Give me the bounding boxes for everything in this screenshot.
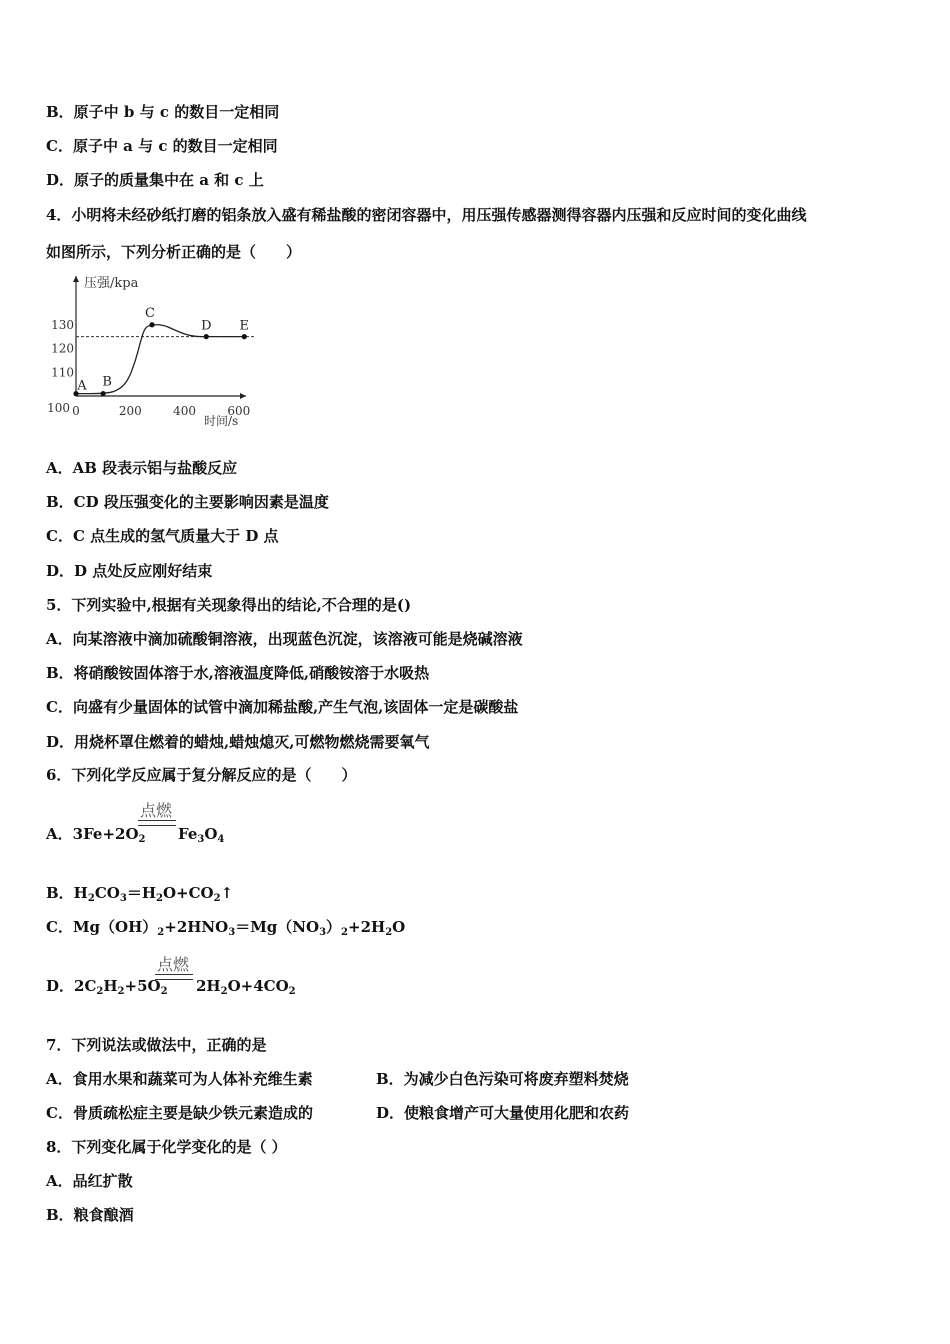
y-tick-130: 130 bbox=[51, 317, 74, 332]
q8-option-a: A．品红扩散 bbox=[46, 1172, 133, 1190]
q6-option-c: C．$Mg(OH)_2+2HNO_3=Mg(NO_3)_2+2H_2O$ bbox=[46, 918, 406, 938]
y-axis-arrow bbox=[73, 276, 79, 282]
q6-option-b: B．$H_2CO_3=H_2O+CO_2↑$ bbox=[46, 884, 234, 904]
point-label-D: D bbox=[201, 318, 212, 334]
q6-stem: 6．下列化学反应属于复分解反应的是（ ） bbox=[46, 766, 357, 784]
q6-option-d-products: $2H_2O+4CO_2$ bbox=[196, 977, 296, 997]
q7-option-a: A．食用水果和蔬菜可为人体补充维生素 bbox=[46, 1070, 313, 1088]
point-label-C: C bbox=[145, 305, 155, 321]
pressure-time-chart bbox=[46, 268, 256, 433]
x-tick-600: 600 bbox=[227, 404, 251, 418]
q8-option-b: B．粮食酿酒 bbox=[46, 1206, 134, 1224]
y-axis-label: 压强/kpa bbox=[84, 276, 139, 291]
q3-option-d: D．原子的质量集中在 a 和 c 上 bbox=[46, 171, 264, 189]
point-E bbox=[242, 334, 247, 339]
y-tick-100: 100 bbox=[47, 401, 70, 415]
q4-option-c: C．C 点生成的氢气质量大于 D 点 bbox=[46, 527, 279, 545]
q3-option-c: C．原子中 a 与 c 的数目一定相同 bbox=[46, 137, 278, 155]
q6-option-a-reactants: A．$3Fe+2O_2$ bbox=[46, 825, 146, 845]
y-tick-120: 120 bbox=[51, 341, 74, 356]
point-B bbox=[101, 391, 106, 396]
q6-option-d-reactants: D．$2C_2H_2+5O_2$ bbox=[46, 977, 168, 997]
x-axis-arrow bbox=[240, 393, 246, 399]
q6-option-d-condition: 点燃 bbox=[155, 952, 195, 986]
y-tick-110: 110 bbox=[51, 365, 74, 380]
point-label-A: A bbox=[77, 378, 87, 394]
q4-stem-line2: 如图所示，下列分析正确的是（ ） bbox=[46, 243, 302, 261]
q4-option-a: A．AB 段表示铝与盐酸反应 bbox=[46, 459, 238, 477]
q4-option-d: D．D 点处反应刚好结束 bbox=[46, 562, 213, 580]
q5-option-d: D．用烧杯罩住燃着的蜡烛,蜡烛熄灭,可燃物燃烧需要氧气 bbox=[46, 733, 430, 751]
x-tick-200: 200 bbox=[118, 404, 142, 418]
q7-option-d: D．使粮食增产可大量使用化肥和农药 bbox=[376, 1104, 630, 1122]
q5-stem: 5．下列实验中,根据有关现象得出的结论,不合理的是() bbox=[46, 596, 412, 614]
q6-option-a-condition: 点燃 bbox=[138, 798, 178, 832]
q5-option-c: C．向盛有少量固体的试管中滴加稀盐酸,产生气泡,该固体一定是碳酸盐 bbox=[46, 698, 519, 716]
q7-option-b: B．为减少白色污染可将废弃塑料焚烧 bbox=[376, 1070, 629, 1088]
point-D bbox=[204, 334, 209, 339]
point-label-B: B bbox=[102, 374, 112, 390]
q8-stem: 8．下列变化属于化学变化的是（ ） bbox=[46, 1138, 287, 1156]
q6-option-a-product: $Fe_3O_4$ bbox=[178, 825, 225, 845]
point-label-E: E bbox=[239, 318, 250, 334]
x-axis-label: 时间/s bbox=[204, 414, 239, 428]
q7-stem: 7．下列说法或做法中，正确的是 bbox=[46, 1036, 267, 1054]
q5-option-b: B．将硝酸铵固体溶于水,溶液温度降低,硝酸铵溶于水吸热 bbox=[46, 664, 430, 682]
pressure-curve bbox=[76, 325, 244, 394]
q3-option-b: B．原子中 b 与 c 的数目一定相同 bbox=[46, 103, 280, 121]
q5-option-a: A．向某溶液中滴加硫酸铜溶液，出现蓝色沉淀，该溶液可能是烧碱溶液 bbox=[46, 630, 523, 648]
point-C bbox=[149, 322, 154, 327]
q4-stem-line1: 4．小明将未经砂纸打磨的铝条放入盛有稀盐酸的密闭容器中，用压强传感器测得容器内压强和反应时间的变化曲线 bbox=[46, 206, 807, 224]
q4-option-b: B．CD 段压强变化的主要影响因素是温度 bbox=[46, 493, 329, 511]
x-tick-400: 400 bbox=[173, 404, 197, 418]
x-tick-0: 0 bbox=[72, 404, 80, 418]
q7-option-c: C．骨质疏松症主要是缺少铁元素造成的 bbox=[46, 1104, 313, 1122]
